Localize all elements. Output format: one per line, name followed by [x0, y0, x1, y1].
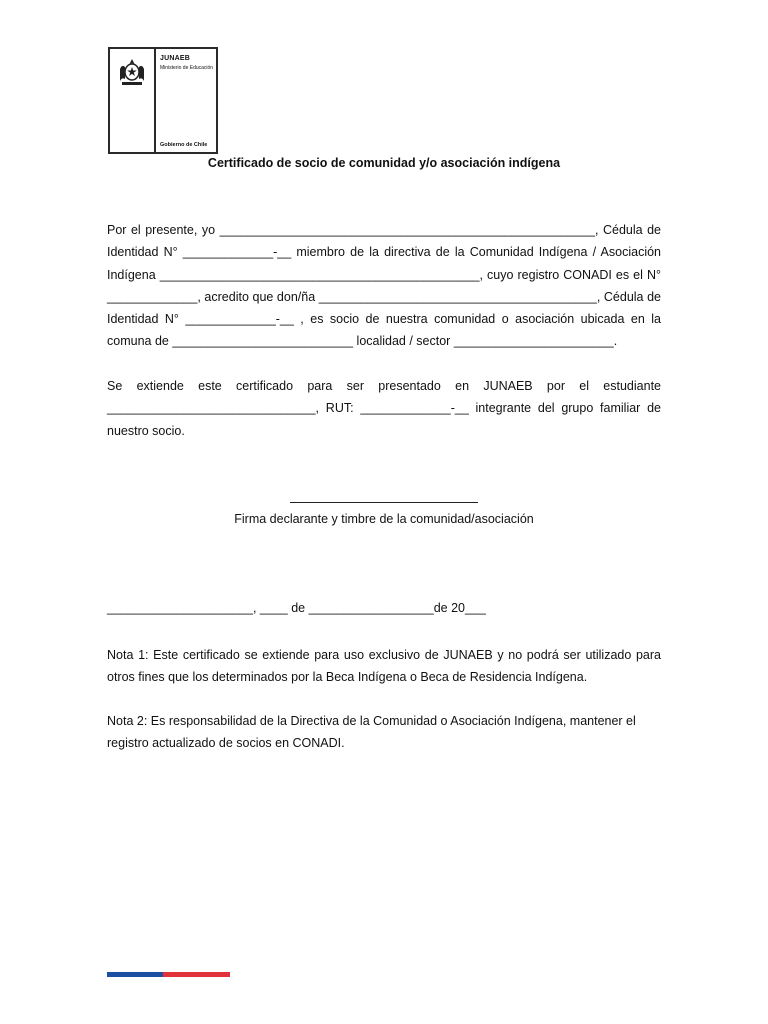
certificate-paragraph-2: Se extiende este certificado para ser presentado en JUNAEB por el estudiante ______________________________, RUT: _____________-__ integrante del grupo familiar de nuestro socio. — [107, 379, 661, 438]
note-1: Nota 1: Este certificado se extiende para uso exclusivo de JUNAEB y no podrá ser utilizado para otros fines que los determinados por la Beca Indígena o Beca de Residencia Indígena. — [107, 648, 661, 685]
flag-red-segment — [163, 972, 230, 977]
coat-of-arms-icon — [116, 55, 148, 87]
logo-divider — [154, 49, 156, 152]
logo-brand: JUNAEB — [160, 55, 190, 62]
logo-ministry: Ministerio de Educación — [160, 65, 214, 71]
logo-government: Gobierno de Chile — [160, 142, 208, 148]
flag-color-bar — [107, 972, 230, 977]
date-line: _____________________, ____ de __________________de 20___ — [107, 601, 486, 615]
document-title: Certificado de socio de comunidad y/o asociación indígena — [207, 156, 561, 170]
junaeb-logo — [108, 47, 218, 154]
certificate-paragraph-1: Por el presente, yo ______________________________________________________, Cédula de Identidad N° _____________-__ miembro de la directiva de la Comunidad Indígena / Asociación Indígena ______________________________________________, cuyo registro CONADI es el N° _____________, acredito que don/ña ________________________________________, Cédula de Identidad N° _____________-__ , es socio de nuestra comunidad o asociación ubicada en la comuna de __________________________ localidad / sector _______________________. — [107, 223, 661, 349]
signature-line — [290, 502, 478, 503]
signature-caption: Firma declarante y timbre de la comunidad/asociación — [234, 512, 534, 526]
note-2: Nota 2: Es responsabilidad de la Directiva de la Comunidad o Asociación Indígena, mantener el registro actualizado de socios en CONADI. — [107, 714, 636, 751]
flag-blue-segment — [107, 972, 163, 977]
